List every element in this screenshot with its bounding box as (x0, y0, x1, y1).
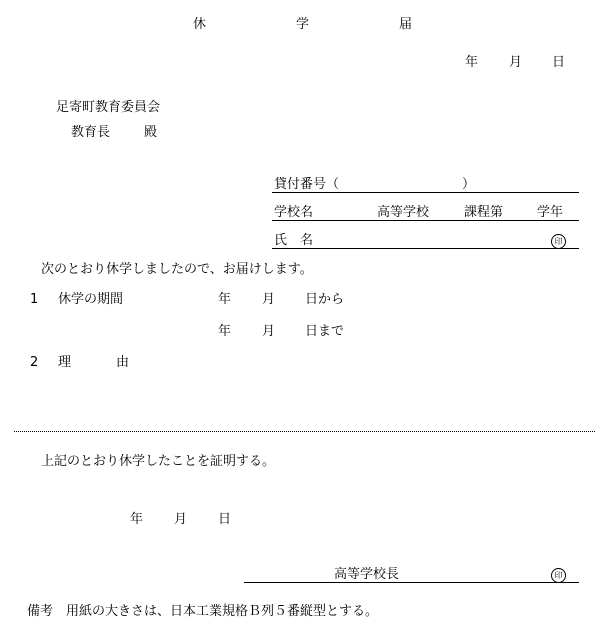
certify-text: 上記のとおり休学したことを証明する。 (41, 454, 276, 469)
principal-seal-mark: 印 (551, 568, 566, 583)
title-char-1: 休 (193, 17, 207, 32)
school-label: 学校名 (274, 205, 314, 220)
name-label: 氏 名 (274, 233, 314, 248)
item2-label-char-1: 理 (58, 355, 72, 370)
period-end-day: 日まで (305, 324, 345, 339)
school-underline (272, 220, 579, 221)
loan-number-close: ） (462, 177, 476, 192)
date-year: 年 (465, 55, 479, 70)
period-end-month: 月 (262, 324, 276, 339)
item1-label: 休学の期間 (58, 292, 124, 307)
item1-number: 1 (30, 292, 39, 307)
item2-number: 2 (30, 355, 39, 370)
remarks-note: 備考 用紙の大きさは、日本工業規格Ｂ列５番縦型とする。 (27, 604, 379, 619)
period-start-year: 年 (218, 292, 232, 307)
loan-number-underline (272, 192, 579, 193)
school-kind: 高等学校 (377, 205, 430, 220)
item2-label-char-2: 由 (116, 355, 130, 370)
name-underline (272, 248, 579, 249)
principal-underline (244, 582, 579, 583)
loan-number-label: 貸付番号（ (274, 177, 340, 192)
grade-label: 学年 (537, 205, 564, 220)
addressee-person: 教育長 (71, 125, 111, 140)
date-day: 日 (552, 55, 566, 70)
intro-text: 次のとおり休学しましたので、お届けします。 (41, 262, 313, 277)
date-month: 月 (509, 55, 523, 70)
principal-label: 高等学校長 (334, 567, 400, 582)
cert-date-day: 日 (218, 512, 232, 527)
title-char-2: 学 (296, 17, 310, 32)
title-char-3: 届 (399, 17, 413, 32)
period-start-month: 月 (262, 292, 276, 307)
period-end-year: 年 (218, 324, 232, 339)
name-seal-mark: 印 (551, 234, 566, 249)
dotted-separator (14, 431, 595, 432)
period-start-day: 日から (305, 292, 345, 307)
addressee-honorific: 殿 (144, 125, 158, 140)
cert-date-year: 年 (130, 512, 144, 527)
addressee-org: 足寄町教育委員会 (56, 100, 161, 115)
cert-date-month: 月 (174, 512, 188, 527)
course-label: 課程第 (464, 205, 504, 220)
